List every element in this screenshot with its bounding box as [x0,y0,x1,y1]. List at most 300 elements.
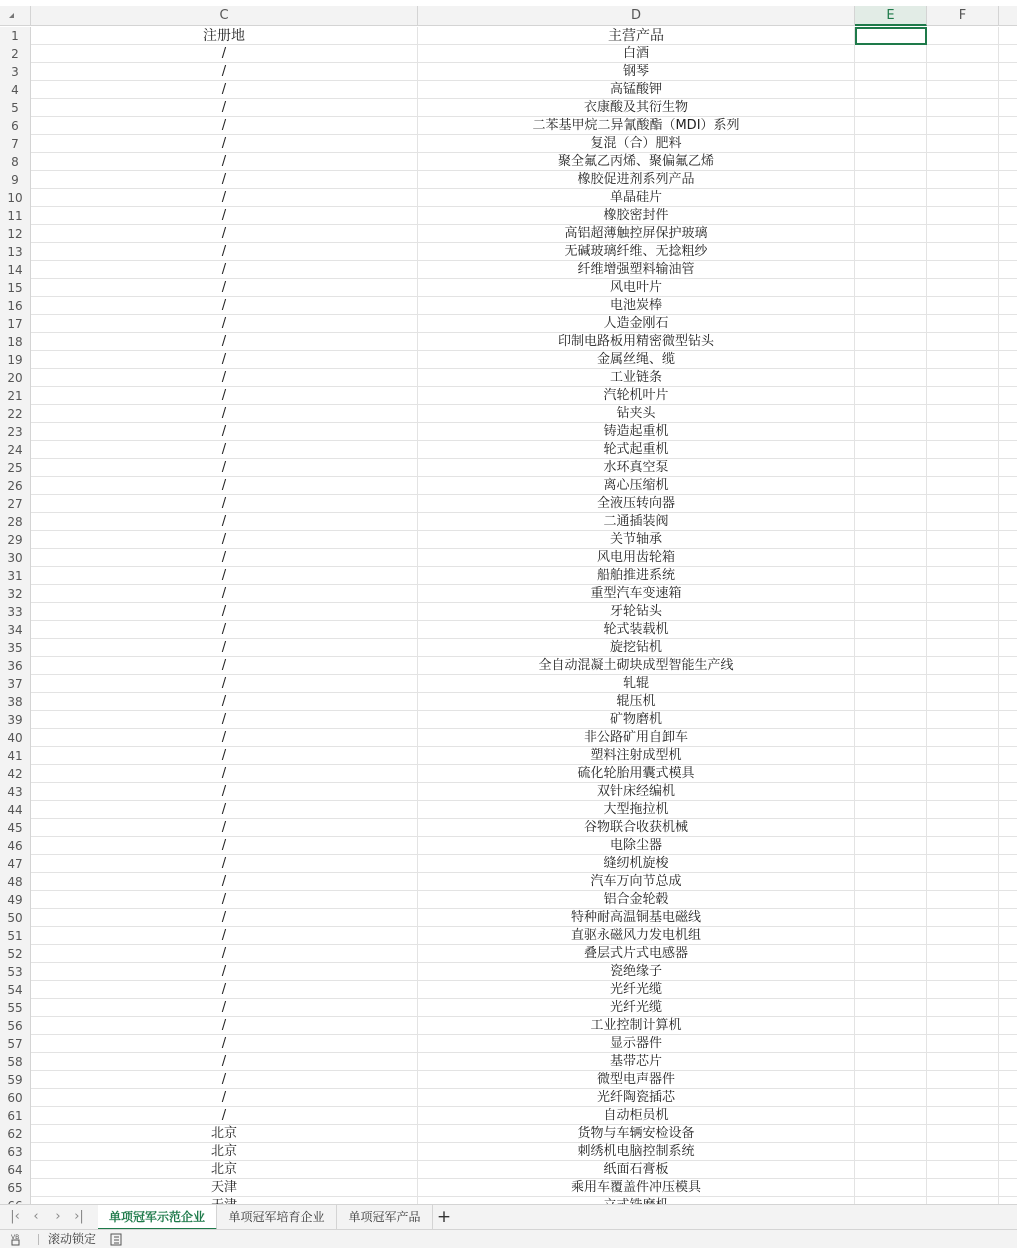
table-cell[interactable] [927,1161,999,1179]
table-cell[interactable] [855,621,927,639]
cell-registration[interactable]: / [31,603,418,621]
table-cell[interactable] [855,999,927,1017]
first-sheet-icon[interactable]: |‹ [10,1209,20,1224]
add-sheet-icon[interactable]: + [436,1207,452,1227]
cell-main-product[interactable]: 白酒 [418,45,855,63]
cell-main-product[interactable]: 聚全氟乙丙烯、聚偏氟乙烯 [418,153,855,171]
table-cell[interactable] [927,945,999,963]
table-cell[interactable] [855,315,927,333]
table-cell[interactable] [855,945,927,963]
table-cell[interactable] [855,459,927,477]
cell-registration[interactable]: / [31,315,418,333]
table-cell[interactable] [855,1071,927,1089]
table-cell[interactable] [855,693,927,711]
table-cell[interactable] [927,117,999,135]
table-cell[interactable] [855,477,927,495]
cell-main-product[interactable]: 大型拖拉机 [418,801,855,819]
cell-main-product[interactable]: 轮式起重机 [418,441,855,459]
cell-registration[interactable]: / [31,747,418,765]
table-cell[interactable] [855,855,927,873]
cell-registration[interactable]: / [31,963,418,981]
prev-sheet-icon[interactable]: ‹ [33,1209,39,1224]
table-cell[interactable] [855,747,927,765]
cell-main-product[interactable]: 矿物磨机 [418,711,855,729]
row-number[interactable]: 4 [0,81,31,99]
table-cell[interactable] [927,873,999,891]
cell-registration[interactable]: / [31,801,418,819]
cell-registration[interactable]: / [31,513,418,531]
cell-main-product[interactable]: 橡胶促进剂系列产品 [418,171,855,189]
row-number[interactable]: 61 [0,1107,31,1125]
table-cell[interactable] [927,1053,999,1071]
cell-main-product[interactable]: 纸面石膏板 [418,1161,855,1179]
table-cell[interactable] [927,1107,999,1125]
row-number[interactable]: 25 [0,459,31,477]
cell-registration[interactable]: / [31,297,418,315]
table-cell[interactable] [927,531,999,549]
row-number[interactable]: 31 [0,567,31,585]
table-cell[interactable] [927,765,999,783]
table-cell[interactable] [855,711,927,729]
table-cell[interactable] [855,963,927,981]
table-cell[interactable] [927,297,999,315]
row-number[interactable]: 65 [0,1179,31,1197]
row-number[interactable]: 26 [0,477,31,495]
row-number[interactable]: 34 [0,621,31,639]
cell-main-product[interactable]: 全液压转向器 [418,495,855,513]
table-cell[interactable] [927,927,999,945]
table-cell[interactable] [855,783,927,801]
table-cell[interactable] [855,675,927,693]
cell-registration[interactable]: / [31,405,418,423]
cell-registration[interactable]: / [31,567,418,585]
cell-registration[interactable]: / [31,837,418,855]
cell-registration[interactable]: / [31,81,418,99]
table-cell[interactable] [927,639,999,657]
row-number[interactable]: 44 [0,801,31,819]
cell-main-product[interactable]: 非公路矿用自卸车 [418,729,855,747]
cell-main-product[interactable]: 微型电声器件 [418,1071,855,1089]
row-number[interactable]: 40 [0,729,31,747]
cell-registration[interactable]: / [31,423,418,441]
table-cell[interactable] [927,351,999,369]
cell-main-product[interactable]: 高锰酸钾 [418,81,855,99]
table-cell[interactable] [927,477,999,495]
table-cell[interactable] [927,513,999,531]
row-number[interactable]: 20 [0,369,31,387]
table-cell[interactable] [927,27,999,45]
row-number[interactable]: 9 [0,171,31,189]
row-number[interactable]: 59 [0,1071,31,1089]
cell-registration[interactable]: / [31,477,418,495]
table-cell[interactable] [927,1071,999,1089]
row-number[interactable]: 19 [0,351,31,369]
table-cell[interactable] [855,657,927,675]
table-cell[interactable] [855,45,927,63]
cell-registration[interactable]: / [31,855,418,873]
row-number[interactable]: 46 [0,837,31,855]
row-number[interactable]: 50 [0,909,31,927]
cell-registration[interactable]: / [31,495,418,513]
table-cell[interactable] [855,117,927,135]
table-cell[interactable] [927,693,999,711]
table-cell[interactable] [855,819,927,837]
column-header-c[interactable]: C [31,6,418,26]
row-number[interactable]: 53 [0,963,31,981]
table-cell[interactable] [927,45,999,63]
row-number[interactable]: 56 [0,1017,31,1035]
cell-main-product[interactable]: 离心压缩机 [418,477,855,495]
cell-main-product[interactable]: 衣康酸及其衍生物 [418,99,855,117]
table-cell[interactable] [927,171,999,189]
table-cell[interactable] [855,1161,927,1179]
cell-registration[interactable]: / [31,945,418,963]
table-cell[interactable] [927,189,999,207]
table-cell[interactable] [855,279,927,297]
cell-registration[interactable]: / [31,819,418,837]
table-cell[interactable] [855,639,927,657]
cell-registration[interactable]: / [31,171,418,189]
cell-main-product[interactable]: 牙轮钻头 [418,603,855,621]
table-cell[interactable] [855,873,927,891]
row-number[interactable]: 62 [0,1125,31,1143]
row-number[interactable]: 37 [0,675,31,693]
table-cell[interactable] [927,675,999,693]
table-cell[interactable] [855,153,927,171]
cell-main-product[interactable]: 乘用车覆盖件冲压模具 [418,1179,855,1197]
select-all-corner[interactable] [0,6,31,26]
cell-registration[interactable]: / [31,981,418,999]
table-cell[interactable] [855,1125,927,1143]
row-number[interactable]: 7 [0,135,31,153]
last-sheet-icon[interactable]: ›| [74,1209,84,1224]
table-cell[interactable] [855,135,927,153]
tab-sheet-3[interactable]: 单项冠军产品 [337,1205,433,1230]
row-number[interactable]: 30 [0,549,31,567]
cell-registration[interactable]: / [31,585,418,603]
table-cell[interactable] [927,747,999,765]
row-number[interactable]: 39 [0,711,31,729]
row-number[interactable]: 27 [0,495,31,513]
table-cell[interactable] [927,801,999,819]
cell-registration[interactable]: / [31,261,418,279]
cell-main-product[interactable]: 基带芯片 [418,1053,855,1071]
cell-main-product[interactable]: 刺绣机电脑控制系统 [418,1143,855,1161]
column-header-e[interactable]: E [855,6,927,26]
table-cell[interactable] [927,495,999,513]
table-cell[interactable] [855,1143,927,1161]
table-cell[interactable] [927,423,999,441]
cell-main-product[interactable]: 叠层式片式电感器 [418,945,855,963]
row-number[interactable]: 22 [0,405,31,423]
table-cell[interactable] [855,387,927,405]
cell-registration[interactable]: / [31,531,418,549]
cell-registration[interactable]: / [31,729,418,747]
cell-registration[interactable]: / [31,459,418,477]
row-number[interactable]: 64 [0,1161,31,1179]
table-cell[interactable] [927,837,999,855]
table-cell[interactable] [855,207,927,225]
cell-main-product[interactable]: 金属丝绳、缆 [418,351,855,369]
table-cell[interactable] [855,81,927,99]
macro-record-icon[interactable] [10,1233,28,1246]
tab-sheet-2[interactable]: 单项冠军培育企业 [217,1205,337,1230]
table-cell[interactable] [855,801,927,819]
row-number[interactable]: 52 [0,945,31,963]
cell-registration[interactable]: / [31,351,418,369]
cell-registration[interactable]: / [31,549,418,567]
row-number[interactable]: 45 [0,819,31,837]
table-cell[interactable] [855,369,927,387]
table-cell[interactable] [927,207,999,225]
table-cell[interactable] [927,315,999,333]
table-cell[interactable] [855,243,927,261]
table-cell[interactable] [855,603,927,621]
row-number[interactable]: 49 [0,891,31,909]
row-number[interactable]: 16 [0,297,31,315]
row-number[interactable]: 11 [0,207,31,225]
cell-registration[interactable]: / [31,765,418,783]
cell-registration[interactable]: / [31,873,418,891]
cell-main-product[interactable]: 单晶硅片 [418,189,855,207]
cell-main-product[interactable]: 纤维增强塑料输油管 [418,261,855,279]
cell-main-product[interactable]: 光纤陶瓷插芯 [418,1089,855,1107]
column-header-f[interactable]: F [927,6,999,26]
row-number[interactable]: 35 [0,639,31,657]
cell-registration[interactable]: 北京 [31,1125,418,1143]
table-cell[interactable] [855,909,927,927]
row-number[interactable]: 24 [0,441,31,459]
next-sheet-icon[interactable]: › [55,1209,61,1224]
cell-main-product[interactable]: 瓷绝缘子 [418,963,855,981]
table-cell[interactable] [855,63,927,81]
cell-main-product[interactable]: 钢琴 [418,63,855,81]
row-number[interactable]: 28 [0,513,31,531]
row-number[interactable]: 5 [0,99,31,117]
row-number[interactable]: 14 [0,261,31,279]
cell-main-product[interactable]: 印制电路板用精密微型钻头 [418,333,855,351]
row-number[interactable]: 23 [0,423,31,441]
cell-main-product[interactable]: 旋挖钻机 [418,639,855,657]
table-cell[interactable] [855,1089,927,1107]
tab-sheet-1[interactable]: 单项冠军示范企业 [98,1205,217,1230]
table-cell[interactable] [927,855,999,873]
cell-main-product[interactable]: 显示器件 [418,1035,855,1053]
row-number[interactable]: 21 [0,387,31,405]
table-cell[interactable] [855,441,927,459]
cell-registration[interactable]: / [31,189,418,207]
table-cell[interactable] [855,261,927,279]
row-number[interactable]: 33 [0,603,31,621]
cell-main-product[interactable]: 工业链条 [418,369,855,387]
table-cell[interactable] [927,603,999,621]
row-number[interactable]: 17 [0,315,31,333]
cell-registration[interactable]: / [31,909,418,927]
cell-main-product[interactable]: 钻夹头 [418,405,855,423]
cell-main-product[interactable]: 全自动混凝土砌块成型智能生产线 [418,657,855,675]
row-number[interactable]: 1 [0,27,31,45]
table-cell[interactable] [927,387,999,405]
header-cell-registration[interactable]: 注册地 [31,27,418,45]
table-cell[interactable] [855,423,927,441]
table-cell[interactable] [927,261,999,279]
cell-registration[interactable]: / [31,279,418,297]
table-cell[interactable] [927,225,999,243]
table-cell[interactable] [927,621,999,639]
row-number[interactable]: 10 [0,189,31,207]
row-number[interactable]: 6 [0,117,31,135]
cell-main-product[interactable]: 特种耐高温铜基电磁线 [418,909,855,927]
cell-registration[interactable]: / [31,1107,418,1125]
table-cell[interactable] [855,495,927,513]
cell-registration[interactable]: / [31,369,418,387]
cell-registration[interactable]: 北京 [31,1161,418,1179]
cell-main-product[interactable]: 辊压机 [418,693,855,711]
row-number[interactable]: 13 [0,243,31,261]
row-number[interactable]: 36 [0,657,31,675]
table-cell[interactable] [927,63,999,81]
column-header-d[interactable]: D [418,6,855,26]
table-cell[interactable] [927,567,999,585]
table-cell[interactable] [855,171,927,189]
table-cell[interactable] [855,225,927,243]
row-number[interactable]: 57 [0,1035,31,1053]
table-cell[interactable] [927,1179,999,1197]
table-cell[interactable] [855,1035,927,1053]
cell-registration[interactable]: / [31,675,418,693]
row-number[interactable]: 51 [0,927,31,945]
page-layout-icon[interactable] [110,1233,124,1246]
cell-registration[interactable]: / [31,63,418,81]
table-cell[interactable] [855,1053,927,1071]
table-cell[interactable] [855,567,927,585]
row-number[interactable]: 15 [0,279,31,297]
cell-main-product[interactable]: 船舶推进系统 [418,567,855,585]
cell-main-product[interactable]: 高铝超薄触控屏保护玻璃 [418,225,855,243]
table-cell[interactable] [927,963,999,981]
cell-main-product[interactable]: 风电叶片 [418,279,855,297]
row-number[interactable]: 29 [0,531,31,549]
row-number[interactable]: 63 [0,1143,31,1161]
cell-main-product[interactable]: 直驱永磁风力发电机组 [418,927,855,945]
cell-registration[interactable]: / [31,927,418,945]
table-cell[interactable] [927,99,999,117]
row-number[interactable]: 18 [0,333,31,351]
table-cell[interactable] [927,405,999,423]
row-number[interactable]: 38 [0,693,31,711]
cell-main-product[interactable]: 二苯基甲烷二异氰酸酯（MDI）系列 [418,117,855,135]
table-cell[interactable] [927,657,999,675]
table-cell[interactable] [855,585,927,603]
table-cell[interactable] [927,909,999,927]
table-cell[interactable] [855,1179,927,1197]
table-cell[interactable] [855,297,927,315]
cell-registration[interactable]: / [31,621,418,639]
cell-registration[interactable]: / [31,243,418,261]
cell-main-product[interactable]: 双针床经编机 [418,783,855,801]
selected-cell[interactable] [855,27,927,45]
table-cell[interactable] [855,837,927,855]
table-cell[interactable] [855,333,927,351]
cell-main-product[interactable]: 货物与车辆安检设备 [418,1125,855,1143]
cell-registration[interactable]: / [31,225,418,243]
cell-main-product[interactable]: 轧辊 [418,675,855,693]
cell-registration[interactable]: / [31,783,418,801]
table-cell[interactable] [855,531,927,549]
row-number[interactable]: 41 [0,747,31,765]
header-cell-main-product[interactable]: 主营产品 [418,27,855,45]
table-cell[interactable] [927,279,999,297]
table-cell[interactable] [927,783,999,801]
cell-registration[interactable]: / [31,999,418,1017]
table-cell[interactable] [927,981,999,999]
row-number[interactable]: 3 [0,63,31,81]
row-number[interactable]: 2 [0,45,31,63]
table-cell[interactable] [927,891,999,909]
table-cell[interactable] [927,819,999,837]
cell-main-product[interactable]: 光纤光缆 [418,981,855,999]
cell-registration[interactable]: / [31,45,418,63]
row-number[interactable]: 8 [0,153,31,171]
table-cell[interactable] [927,1089,999,1107]
table-cell[interactable] [927,729,999,747]
cell-registration[interactable]: / [31,1035,418,1053]
table-cell[interactable] [927,81,999,99]
cell-registration[interactable]: / [31,387,418,405]
cell-registration[interactable]: / [31,639,418,657]
cell-registration[interactable]: / [31,333,418,351]
table-cell[interactable] [927,153,999,171]
table-cell[interactable] [855,189,927,207]
row-number[interactable]: 47 [0,855,31,873]
cell-main-product[interactable]: 电池炭棒 [418,297,855,315]
row-number[interactable]: 32 [0,585,31,603]
cell-main-product[interactable]: 关节轴承 [418,531,855,549]
cell-main-product[interactable]: 硫化轮胎用囊式模具 [418,765,855,783]
table-cell[interactable] [927,135,999,153]
cell-main-product[interactable]: 橡胶密封件 [418,207,855,225]
cell-registration[interactable]: / [31,207,418,225]
table-cell[interactable] [927,549,999,567]
cell-registration[interactable]: / [31,441,418,459]
cell-main-product[interactable]: 复混（合）肥料 [418,135,855,153]
table-cell[interactable] [855,549,927,567]
table-cell[interactable] [855,405,927,423]
cell-registration[interactable]: / [31,153,418,171]
cell-main-product[interactable]: 铸造起重机 [418,423,855,441]
cell-main-product[interactable]: 塑料注射成型机 [418,747,855,765]
cell-registration[interactable]: / [31,693,418,711]
table-cell[interactable] [855,1107,927,1125]
table-cell[interactable] [927,459,999,477]
row-number[interactable]: 12 [0,225,31,243]
cell-main-product[interactable]: 汽车万向节总成 [418,873,855,891]
cell-main-product[interactable]: 铝合金轮毂 [418,891,855,909]
table-cell[interactable] [855,927,927,945]
table-cell[interactable] [927,1035,999,1053]
cell-registration[interactable]: / [31,99,418,117]
cell-registration[interactable]: 天津 [31,1179,418,1197]
cell-main-product[interactable]: 电除尘器 [418,837,855,855]
table-cell[interactable] [855,765,927,783]
cell-main-product[interactable]: 汽轮机叶片 [418,387,855,405]
row-number[interactable]: 58 [0,1053,31,1071]
row-number[interactable]: 60 [0,1089,31,1107]
cell-main-product[interactable]: 无碱玻璃纤维、无捻粗纱 [418,243,855,261]
cell-main-product[interactable]: 自动柜员机 [418,1107,855,1125]
cell-registration[interactable]: / [31,657,418,675]
table-cell[interactable] [855,513,927,531]
